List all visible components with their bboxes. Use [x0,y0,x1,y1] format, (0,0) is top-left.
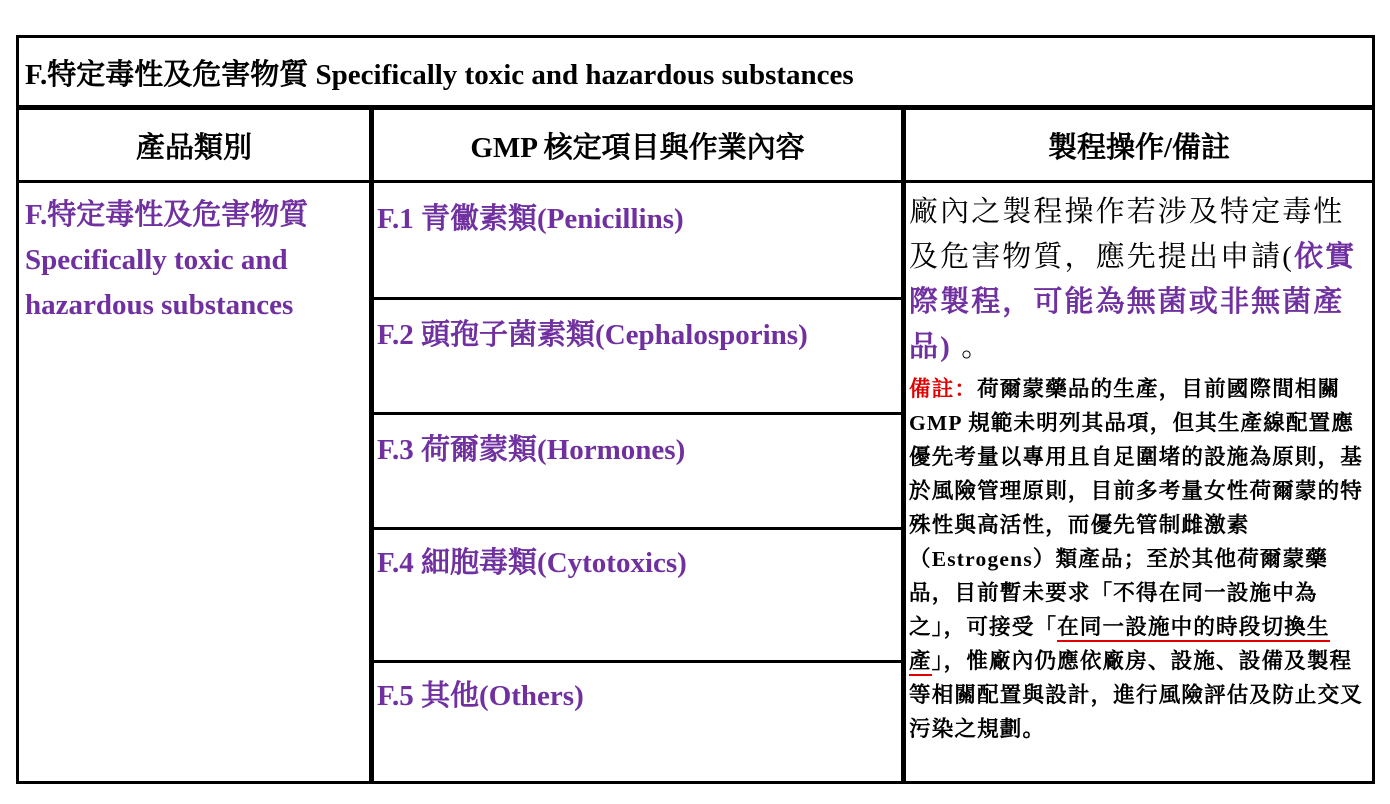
category-zh: F.特定毒性及危害物質 [25,199,309,231]
note-underlined: 在同一設施中的時段切換生產 [909,615,1330,676]
table-title-row [19,38,1372,110]
remarks-footnote [909,372,1369,746]
header-product-category [19,110,369,183]
category-en-line1: Specifically toxic and [25,244,288,276]
column-divider [369,110,374,784]
note-end: 」，惟廠內仍應依廠房、設施、設備及製程等相關配置與設計，進行風險評估及防止交叉污染之規劃。 [909,649,1364,741]
header-process-remarks [906,110,1372,183]
item-penicillins: F.1 青黴素類(Penicillins) [377,203,684,235]
remarks-text: 廠內之製程操作若涉及特定毒性及危害物質，應先提出申請( [909,196,1345,273]
note-text: 荷爾蒙藥品的生產，目前國際間相關 GMP 規範未明列其品項，但其生產線配置應優先考量以專用且自足圍堵的設施為原則，基於風險管理原則，目前多考量女性荷爾蒙的特殊性與高活性，而優先管制雌激素（Estrogens）類產品；至於其他荷爾蒙藥品，目前暫未要求「不得在同一設施中為之」，可接受「 [909,377,1364,639]
note-label: 備註： [909,377,978,401]
column-divider [901,110,906,784]
item-others: F.5 其他(Others) [377,680,584,712]
remarks-highlight: 依實際製程，可能為無菌或非無菌產品) [909,241,1357,363]
row-divider [374,412,903,415]
header-label: 製程操作/備註 [1047,131,1231,164]
regulation-table [16,35,1375,784]
remarks-application-note [909,190,1369,370]
category-cell [25,193,308,328]
row-divider [374,527,903,530]
remarks-end: 。 [951,331,993,363]
item-cephalosporins: F.2 頭孢子菌素類(Cephalosporins) [377,319,808,351]
item-cytotoxics: F.4 細胞毒類(Cytotoxics) [377,547,687,579]
category-en-line2: hazardous substances [25,289,294,321]
row-divider [374,297,903,300]
header-gmp-items [374,110,901,183]
item-hormones: F.3 荷爾蒙類(Hormones) [377,434,686,466]
table-title: F.特定毒性及危害物質 Specifically toxic and hazardous substances [25,59,854,91]
row-divider [374,660,903,663]
header-label: GMP 核定項目與作業內容 [470,131,805,164]
remarks-cell [909,190,1369,746]
header-label: 產品類別 [135,131,252,164]
